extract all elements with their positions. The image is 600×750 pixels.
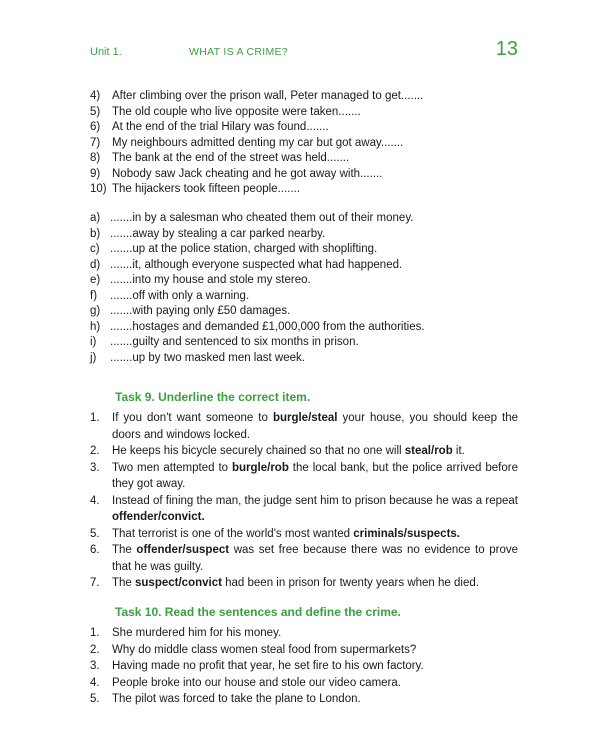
task9-title: Task 9. Underline the correct item.: [115, 390, 311, 404]
list-item: i) .......guilty and sentenced to six months in prison.: [90, 336, 359, 348]
list-item: 3. Two men attempted to burgle/rob the local bank, but the police arrived before they got away.: [90, 461, 518, 490]
list-item: h) .......hostages and demanded £1,000,000 from the authorities.: [90, 320, 425, 333]
list-item: 5. That terrorist is one of the world's most wanted criminals/suspects.: [90, 527, 460, 540]
task10-list: [90, 625, 518, 708]
list-item: e) .......into my house and stole my stereo.: [90, 274, 311, 286]
sentence-list: [90, 89, 423, 198]
task9-list: [90, 410, 518, 592]
list-item: f) .......off with only a warning.: [90, 289, 250, 302]
list-item: 10) The hijackers took fifteen people.......: [90, 183, 300, 195]
task10-title: Task 10. Read the sentences and define the crime.: [115, 605, 401, 619]
list-item: 2. He keeps his bicycle securely chained so that no one will steal/rob it.: [90, 445, 465, 457]
list-item: c) .......up at the police station, charged with shoplifting.: [90, 243, 378, 255]
list-item: b) .......away by stealing a car parked nearby.: [90, 227, 326, 240]
ending-list: [90, 211, 425, 366]
unit-label: Unit 1.: [90, 46, 122, 58]
page-header: [90, 38, 518, 68]
list-item: 7. The suspect/convict had been in prison for twenty years when he died.: [90, 577, 479, 589]
list-item: 1. If you don't want someone to burgle/steal your house, you should keep the doors and windows locked.: [90, 412, 518, 441]
list-item: 2. Why do middle class women steal food from supermarkets?: [90, 643, 417, 656]
list-item: g) .......with paying only £50 damages.: [90, 305, 291, 317]
list-item: 5) The old couple who live opposite were taken.......: [90, 105, 361, 118]
page-number: 13: [495, 38, 518, 60]
list-item: a) .......in by a salesman who cheated them out of their money.: [90, 212, 414, 224]
list-item: d) .......it, although everyone suspected what had happened.: [90, 258, 403, 271]
list-item: 5. The pilot was forced to take the plane to London.: [90, 693, 361, 705]
list-item: 3. Having made no profit that year, he set fire to his own factory.: [90, 660, 424, 672]
list-item: j) .......up by two masked men last week.: [90, 351, 305, 364]
list-item: 9) Nobody saw Jack cheating and he got away with.......: [90, 167, 383, 180]
list-item: 4. Instead of fining the man, the judge sent him to prison because he was a repeat offender/convict.: [90, 494, 518, 523]
list-item: 4. People broke into our house and stole our video camera.: [90, 676, 401, 689]
list-item: 8) The bank at the end of the street was held.......: [90, 152, 350, 164]
list-item: 6) At the end of the trial Hilary was found.......: [90, 121, 329, 133]
list-item: 6. The offender/suspect was set free because there was no evidence to prove that he was guilty.: [90, 544, 518, 573]
list-item: 1. She murdered him for his money.: [90, 627, 282, 639]
list-item: 7) My neighbours admitted denting my car but got away.......: [90, 136, 404, 149]
list-item: 4) After climbing over the prison wall, Peter managed to get.......: [90, 90, 424, 102]
section-title: WHAT IS A CRIME?: [189, 46, 288, 58]
